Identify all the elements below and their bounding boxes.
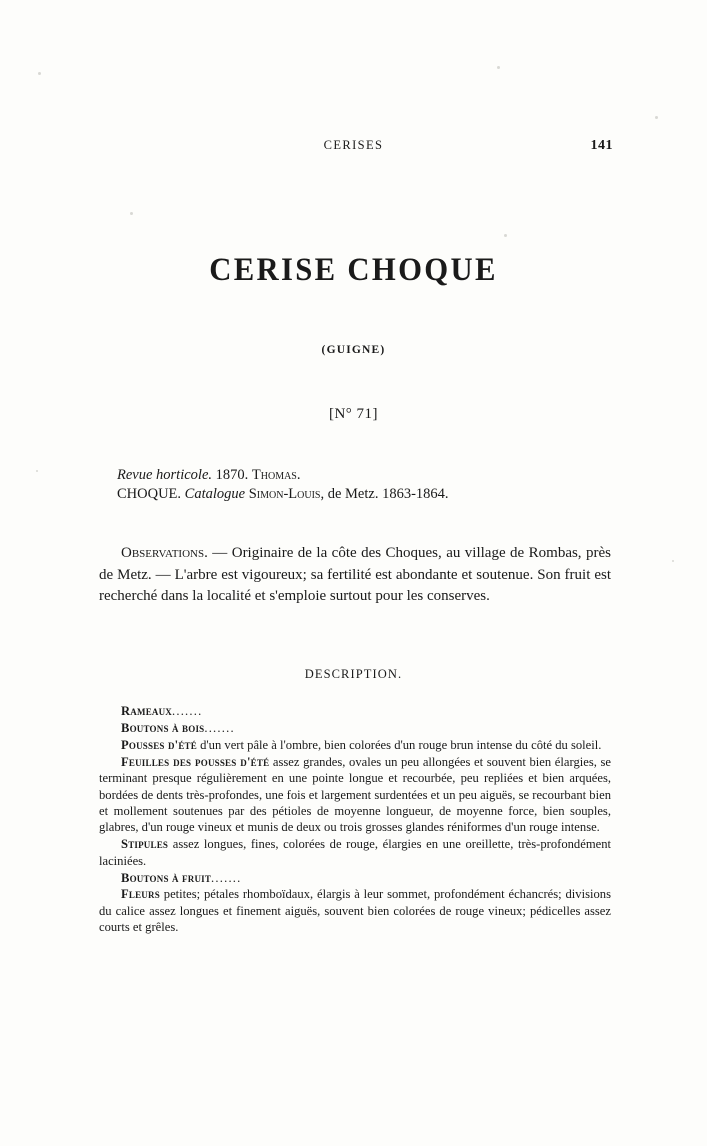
entry-term: Boutons à fruit <box>121 870 212 885</box>
reference-tail: . <box>296 467 301 483</box>
entry-term: Pousses d'été <box>121 737 197 752</box>
description-entry <box>99 703 611 719</box>
scan-speck <box>672 560 674 562</box>
page-title: CERISE CHOQUE <box>209 252 498 288</box>
reference-author: Thomas <box>251 467 297 483</box>
reference-catalogue-label: Catalogue <box>184 486 246 502</box>
scan-speck <box>38 72 41 75</box>
scan-speck <box>130 212 133 215</box>
references-block <box>117 466 597 504</box>
observations-dash: — <box>207 545 232 561</box>
description-entry <box>99 870 611 886</box>
reference-line <box>117 485 597 504</box>
description-heading: DESCRIPTION. <box>304 667 403 681</box>
scan-speck <box>36 470 38 472</box>
reference-publisher: Simon-Louis <box>245 486 321 502</box>
scan-speck <box>655 116 658 119</box>
running-head <box>0 138 707 156</box>
observations-paragraph <box>99 543 611 608</box>
scan-speck <box>504 234 507 237</box>
description-entry <box>99 720 611 736</box>
entry-term: Stipules <box>121 837 169 852</box>
reference-year: 1870. <box>212 467 252 483</box>
entry-text: d'un vert pâle à l'ombre, bien colorées d'un rouge brun intense du côté du soleil. <box>196 737 602 752</box>
subtitle: (GUIGNE) <box>321 344 386 356</box>
entry-dots: ....... <box>172 704 203 718</box>
entry-term: Fleurs <box>121 887 160 902</box>
reference-name: CHOQUE. <box>117 486 185 502</box>
running-head-title: CERISES <box>323 138 384 152</box>
entry-text: petites; pétales rhomboïdaux, élargis à leur sommet, profondément échancrés; divisions du calice assez longues et finement aiguës, souvent bien colorées de rouge vineux; pédicelles assez courts et grêles. <box>99 887 611 935</box>
reference-line <box>117 466 597 485</box>
entry-dots: ....... <box>204 720 235 735</box>
entry-number: [N° 71] <box>328 406 379 422</box>
reference-tail: , de Metz. 1863-1864. <box>320 486 449 502</box>
description-entry <box>99 886 611 935</box>
observations-label: Observations. <box>121 545 208 561</box>
entry-text: assez grandes, ovales un peu allongées et souvent bien élargies, se terminant presque régulièrement en une pointe longue et recourbée, peu repliées et bien arquées, bordées de dents très-profondes, une fois et largement surdentées et un peu aiguës, se recourbant bien et mollement soutenues par des pétioles de moyenne longueur, de moyenne force, bien souples, glabres, d'un rouge vineux et munis de deux ou trois grosses glandes réniformes d'un rouge intense. <box>99 754 611 835</box>
entry-text: assez longues, fines, colorées de rouge, élargies en une oreillette, très-profondément laciniées. <box>99 837 611 868</box>
description-body <box>99 703 611 936</box>
description-entry <box>99 754 611 836</box>
description-entry <box>99 836 611 869</box>
reference-source-title: Revue horticole. <box>117 467 213 483</box>
entry-term: Feuilles des pousses d'été <box>121 754 270 769</box>
entry-dots: ....... <box>211 870 242 885</box>
scan-speck <box>497 66 500 69</box>
observations-text: Originaire de la côte des Choques, au village de Rombas, près de Metz. — L'arbre est vigoureux; sa fertilité est abondante et soutenue. Son fruit est recherché dans la localité et s'emploie surtout pour les conserves. <box>99 545 611 604</box>
page-number: 141 <box>590 138 613 153</box>
entry-term: Boutons à bois <box>121 720 205 735</box>
description-entry <box>99 737 611 753</box>
entry-term: Rameaux <box>121 704 172 718</box>
